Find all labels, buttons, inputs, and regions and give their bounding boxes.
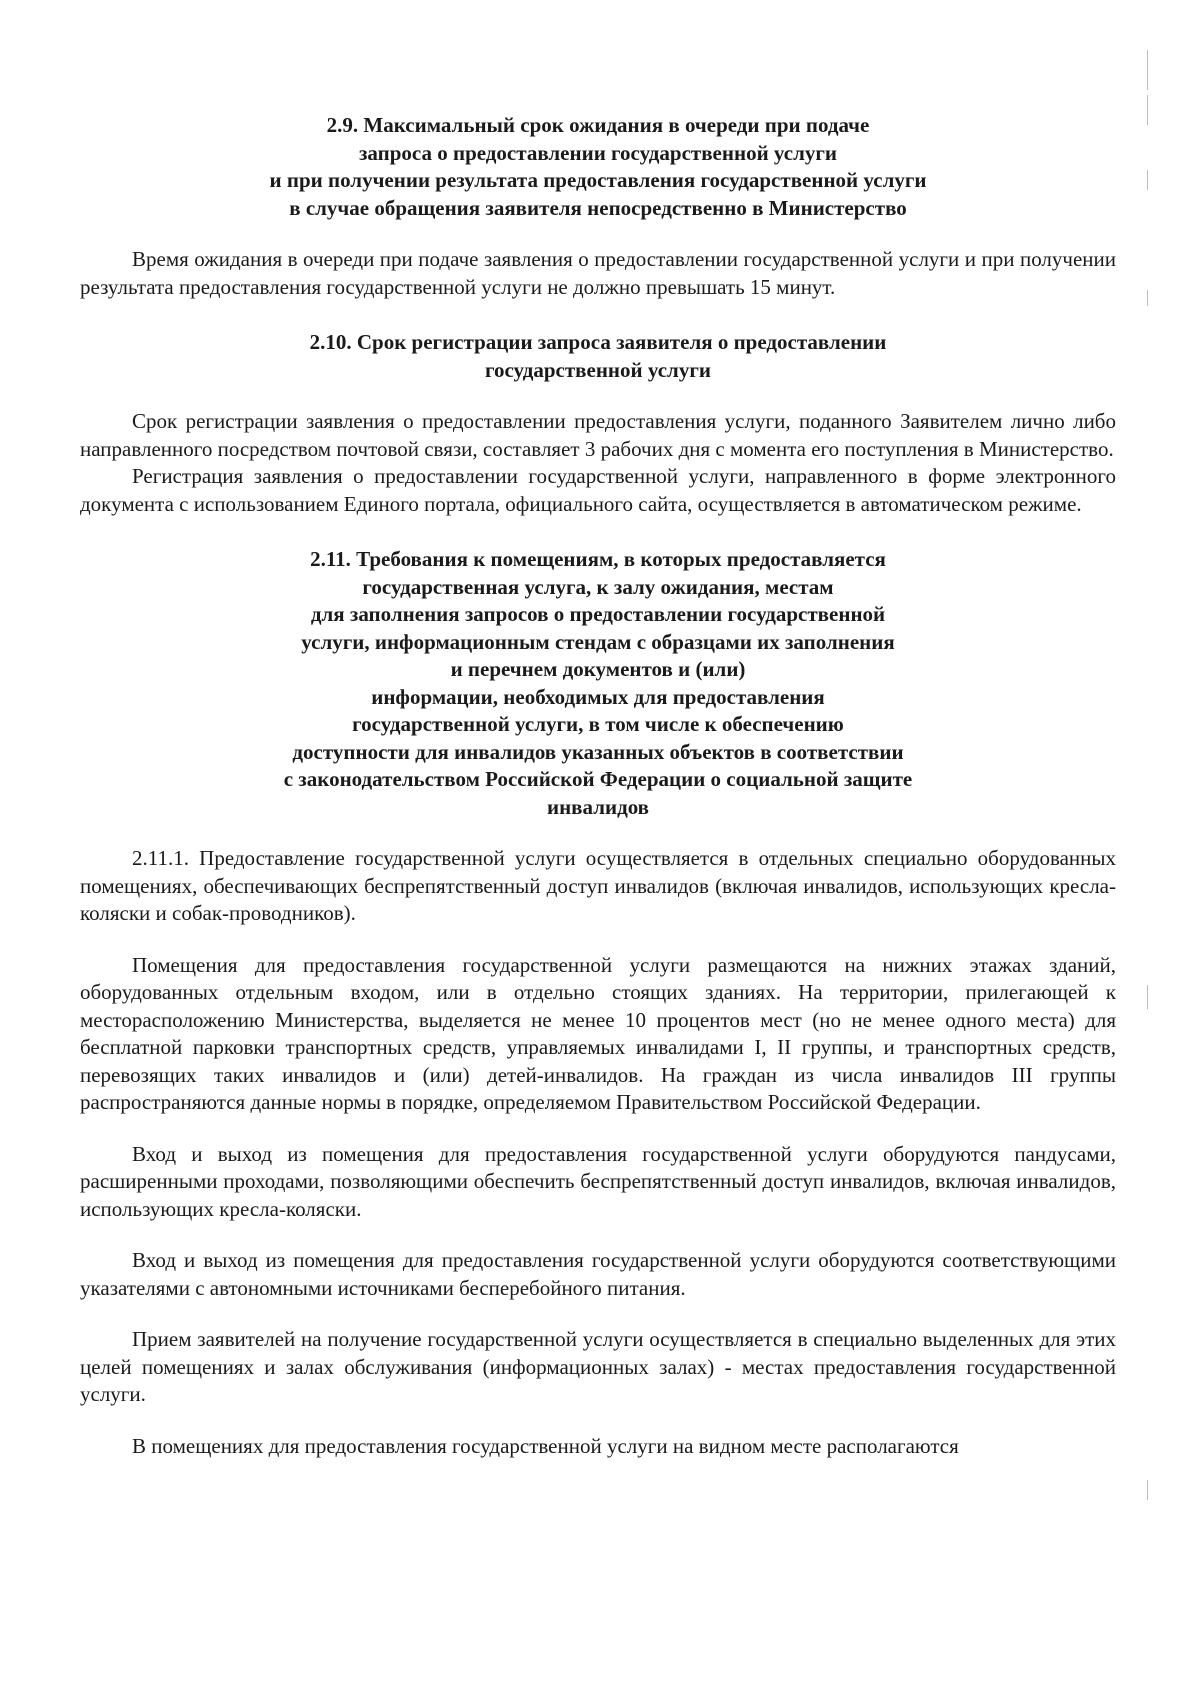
heading-line: информации, необходимых для предоставления (371, 684, 825, 709)
heading-line: запроса о предоставлении государственной услуги (358, 140, 838, 165)
heading-line: доступности для инвалидов указанных объектов в соответствии (292, 739, 904, 764)
scan-artifact (1147, 170, 1148, 190)
paragraph: Регистрация заявления о предоставлении государственной услуги, направленного в форме электронного документа с использованием Единого портала, официального сайта, осуществляется в автоматическом режиме. (80, 464, 1116, 516)
heading-line: с законодательством Российской Федерации о социальной защите (283, 767, 913, 791)
heading-line: государственной услуги, в том числе к обеспечению (352, 712, 844, 736)
heading-line: для заполнения запросов о предоставлении государственной (310, 602, 886, 626)
paragraph: Срок регистрации заявления о предоставлении предоставления услуги, поданного Заявителем лично либо направленного посредством почтовой связи, составляет 3 рабочих дня с момента его поступления в Министерство. (80, 409, 1116, 461)
paragraph: Вход и выход из помещения для предоставления государственной услуги оборудуются пандусами, расширенными проходами, позволяющими обеспечить беспрепятственный доступ инвалидов, включая инвалидов, использующих кресла-коляски. (80, 1141, 1116, 1221)
heading-line: 2.9. Максимальный срок ожидания в очереди при подаче (326, 113, 870, 137)
scan-artifact (1147, 1480, 1148, 1500)
heading-line: государственная услуга, к залу ожидания, местам (362, 574, 834, 599)
section-2-9-heading (80, 112, 1116, 222)
paragraph: Прием заявителей на получение государственной услуги осуществляется в специально выделенных для этих целей помещениях и залах обслуживания (информационных залах) - местах предоставления государственной услуги. (80, 1327, 1116, 1406)
heading-line: и перечнем документов и (или) (450, 657, 746, 681)
heading-line: 2.10. Срок регистрации запроса заявителя о предоставлении (309, 330, 887, 354)
paragraph: Вход и выход из помещения для предоставления государственной услуги оборудуются соответствующими указателями с автономными источниками бесперебойного питания. (80, 1248, 1116, 1300)
scan-artifact (1147, 50, 1148, 90)
paragraph: Помещения для предоставления государственной услуги размещаются на нижних этажах зданий, оборудованных отдельным входом, или в отдельно стоящих зданиях. На территории, прилегающей к месторасположению Министерства, выделяется не менее 10 процентов мест (но не менее одного места) для бесплатной парковки транспортных средств, управляемых инвалидами I, II группы, и транспортных средств, перевозящих таких инвалидов и (или) детей-инвалидов. На граждан из числа инвалидов III группы распространяются данные нормы в порядке, определяемом Правительством Российской Федерации. (80, 952, 1116, 1114)
document-page (80, 112, 1116, 1460)
heading-line: инвалидов (546, 794, 650, 819)
section-2-10-heading (80, 329, 1116, 384)
heading-line: и при получении результата предоставления государственной услуги (269, 168, 927, 192)
section-2-11-heading (80, 546, 1116, 821)
paragraph: 2.11.1. Предоставление государственной услуги осуществляется в отдельных специально оборудованных помещениях, обеспечивающих беспрепятственный доступ инвалидов (включая инвалидов, использующих кресла-коляски и собак-проводников). (80, 846, 1116, 925)
scan-artifact (1147, 985, 1148, 1009)
paragraph: В помещениях для предоставления государственной услуги на видном месте располагаются (132, 1433, 959, 1458)
scan-artifact (1147, 95, 1148, 125)
heading-line: государственной услуги (485, 357, 711, 382)
heading-line: 2.11. Требования к помещениям, в которых предоставляется (310, 547, 886, 571)
heading-line: услуги, информационным стендам с образцами их заполнения (301, 629, 895, 654)
paragraph: Время ожидания в очереди при подаче заявления о предоставлении государственной услуги и при получении результата предоставления государственной услуги не должно превышать 15 минут. (80, 247, 1116, 299)
scan-artifact (1147, 290, 1148, 306)
heading-line: в случае обращения заявителя непосредственно в Министерство (289, 195, 907, 220)
